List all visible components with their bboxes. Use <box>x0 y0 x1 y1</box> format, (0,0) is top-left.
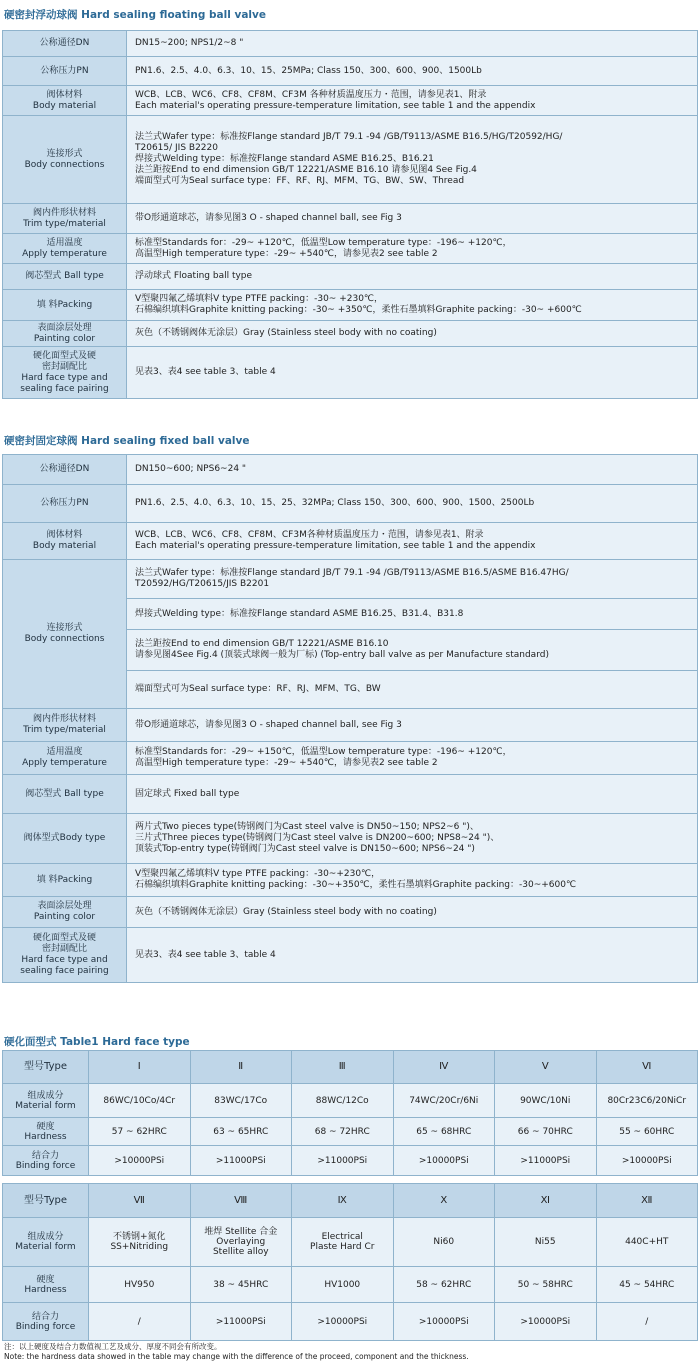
material-cell <box>190 1218 292 1267</box>
text-line: 74WC/20Cr/6Ni <box>409 1095 479 1106</box>
text-line: Ni60 <box>433 1237 455 1247</box>
spec-label <box>3 864 127 897</box>
hardness-cell: 45 ~ 54HRC <box>596 1267 698 1303</box>
binding-row <box>3 1146 698 1176</box>
binding-cell: >10000PSi <box>393 1303 495 1341</box>
text-line: 型号Type <box>24 1061 67 1072</box>
text-line: 标准型Standards for：-29~ +150℃，低温型Low temperature type：-196~ +120℃， <box>135 747 512 757</box>
type-cell: Ⅰ <box>89 1051 191 1084</box>
spec-label <box>3 814 127 864</box>
spec-value <box>127 264 698 290</box>
type-cell: Ⅺ <box>495 1184 597 1218</box>
type-cell: Ⅷ <box>190 1184 292 1218</box>
spec-label <box>3 775 127 814</box>
text-line: 硬化面型式及硬 <box>32 933 96 943</box>
connection-value <box>127 599 698 630</box>
spec-label <box>3 897 127 928</box>
type-cell: Ⅳ <box>393 1051 495 1084</box>
text-line: 阀体材料 <box>46 530 83 540</box>
spec-row <box>3 204 698 234</box>
row-label <box>3 1267 89 1303</box>
spec-label <box>3 204 127 234</box>
text-line: 填 料Packing <box>36 299 93 310</box>
text-line: Apply temperature <box>22 248 107 259</box>
hardness-cell: HV950 <box>89 1267 191 1303</box>
text-line: WCB、LCB、WC6、CF8、CF8M、CF3M各种材质温度压力・范围，请参见表1、附录 <box>135 530 484 540</box>
type-cell: Ⅵ <box>596 1051 698 1084</box>
text-line: 连接形式 <box>46 623 83 633</box>
text-line: 硬度 <box>36 1274 55 1285</box>
material-cell <box>596 1084 698 1118</box>
spec-value <box>127 86 698 116</box>
text-line: 三片式Three pieces type(铸钢阀门为Cast steel valve is DN200~600; NPS8~24 ")、 <box>135 833 500 843</box>
text-line: 端面型式可为Seal surface type：RF、RJ、MFM、TG、BW <box>135 684 381 694</box>
type-cell: Ⅸ <box>292 1184 394 1218</box>
floating-spec-body <box>3 31 698 399</box>
text-line: 440C+HT <box>625 1237 669 1247</box>
spec-value <box>127 57 698 86</box>
row-label <box>3 1146 89 1176</box>
binding-cell: >10000PSi <box>495 1303 597 1341</box>
spec-row <box>3 264 698 290</box>
text-line: 硬化面型式及硬 <box>32 350 96 361</box>
text-line: Binding force <box>15 1321 76 1332</box>
connections-label <box>3 560 127 709</box>
hardness-row <box>3 1267 698 1303</box>
text-line: Body material <box>32 541 97 551</box>
text-line: 密封副配比 <box>41 361 87 372</box>
binding-cell: >10000PSi <box>292 1303 394 1341</box>
fixed-spec-body <box>3 455 698 983</box>
text-line: 两片式Two pieces type(铸钢阀门为Cast steel valve is DN50~150; NPS2~6 ")、 <box>135 822 479 832</box>
spec-row <box>3 864 698 897</box>
spec-label <box>3 116 127 204</box>
text-line: 88WC/12Co <box>315 1095 369 1106</box>
type-cell: Ⅻ <box>596 1184 698 1218</box>
spec-value <box>127 204 698 234</box>
spec-row <box>3 742 698 775</box>
text-line: 见表3、表4 see table 3、table 4 <box>135 949 276 960</box>
text-line: 浮动球式 Floating ball type <box>135 271 253 281</box>
spec-label <box>3 455 127 485</box>
hardness-cell: 58 ~ 62HRC <box>393 1267 495 1303</box>
text-line: 硬度 <box>36 1121 55 1132</box>
spec-row <box>3 290 698 321</box>
text-line: 端面型式可为Seal surface type：FF、RF、RJ、MFM、TG、BW、SW、Thread <box>135 176 465 186</box>
type-cell: Ⅶ <box>89 1184 191 1218</box>
spec-value <box>127 742 698 775</box>
hard-face-body-1 <box>3 1051 698 1176</box>
spec-label <box>3 321 127 347</box>
spec-row <box>3 814 698 864</box>
text-line: 带O形通道球芯，请参见图3 O - shaped channel ball, see Fig 3 <box>135 719 402 730</box>
text-line: 高温型High temperature type：-29~ +540℃，请参见表2 see table 2 <box>135 758 438 768</box>
hard-face-table-2 <box>2 1183 698 1341</box>
spec-row <box>3 775 698 814</box>
material-cell <box>89 1218 191 1267</box>
binding-cell: >11000PSi <box>292 1146 394 1176</box>
text-line: Body material <box>32 100 97 111</box>
text-line: SS+Nitriding <box>110 1242 169 1252</box>
text-line: 阀内件形状材料 <box>32 714 96 724</box>
text-line: Each material's operating pressure-temperature limitation, see table 1 and the appendix <box>135 541 536 551</box>
type-row <box>3 1184 698 1218</box>
material-cell <box>190 1084 292 1118</box>
spec-label <box>3 742 127 775</box>
binding-cell: >11000PSi <box>495 1146 597 1176</box>
text-line: Hard face type and <box>21 372 108 383</box>
text-line: 结合力 <box>31 1311 59 1322</box>
text-line: 阀芯型式 Ball type <box>25 788 104 799</box>
binding-cell: >11000PSi <box>190 1303 292 1341</box>
material-cell <box>393 1084 495 1118</box>
text-line: 固定球式 Fixed ball type <box>135 788 240 799</box>
text-line: 石棉编织填料Graphite knitting packing：-30~ +350℃，柔性石墨填料Graphite packing：-30~ +600℃ <box>135 305 582 315</box>
spec-value <box>127 775 698 814</box>
spec-row <box>3 234 698 264</box>
spec-value <box>127 709 698 742</box>
spec-row <box>3 116 698 204</box>
text-line: T20592/HG/T20615/JIS B2201 <box>135 579 270 589</box>
hardness-cell: 38 ~ 45HRC <box>190 1267 292 1303</box>
row-label <box>3 1218 89 1267</box>
type-cell: Ⅹ <box>393 1184 495 1218</box>
text-line: 阀芯型式 Ball type <box>25 271 104 281</box>
spec-value <box>127 347 698 399</box>
spec-value <box>127 234 698 264</box>
binding-row <box>3 1303 698 1341</box>
text-line: 带O形通道球芯，请参见图3 O - shaped channel ball, see Fig 3 <box>135 213 402 223</box>
text-line: 阀体材料 <box>46 89 83 100</box>
text-line: Body connections <box>24 634 105 644</box>
spec-label <box>3 234 127 264</box>
text-line: Painting color <box>33 912 96 922</box>
spec-label <box>3 86 127 116</box>
hardness-cell: 65 ~ 68HRC <box>393 1118 495 1146</box>
text-line: 80Cr23C6/20NiCr <box>607 1095 687 1106</box>
text-line: DN15~200; NPS1/2~8 " <box>135 38 244 48</box>
text-line: 型号Type <box>24 1194 67 1206</box>
text-line: 阀体型式Body type <box>23 833 106 843</box>
text-line: 焊接式Welding type：标准按Flange standard ASME B16.25、B16.21 <box>135 154 434 164</box>
text-line: 高温型High temperature type：-29~ +540℃，请参见表2 see table 2 <box>135 248 438 259</box>
spec-row <box>3 897 698 928</box>
text-line: Body connections <box>24 159 105 170</box>
spec-label <box>3 928 127 983</box>
text-line: 不锈钢+氮化 <box>112 1232 166 1242</box>
material-row <box>3 1084 698 1118</box>
hard-face-table-1 <box>2 1050 698 1176</box>
spec-value <box>127 321 698 347</box>
connection-value <box>127 671 698 709</box>
text-line: 83WC/17Co <box>214 1095 268 1106</box>
text-line: 堆焊 Stellite 合金 <box>204 1227 278 1237</box>
text-line: 86WC/10Co/4Cr <box>103 1095 176 1106</box>
spec-value <box>127 814 698 864</box>
text-line: V型聚四氟乙烯填料V type PTFE packing：-30~+230℃， <box>135 869 381 879</box>
text-line: 法兰式Wafer type：标准按Flange standard JB/T 79.1 -94 /GB/T9113/ASME B16.5/HG/T20592/HG/ <box>135 132 563 142</box>
hard-face-body-2 <box>3 1184 698 1341</box>
note-chinese: 注：以上硬度及结合力数值视工艺及成分、厚度不同会有所改变。 <box>4 1342 222 1351</box>
text-line: Ni55 <box>534 1237 556 1247</box>
text-line: 灰色（不锈钢阀体无涂层）Gray (Stainless steel body with no coating) <box>135 906 437 917</box>
text-line: 法兰式Wafer type：标准按Flange standard JB/T 79.1 -94 /GB/T9113/ASME B16.5/ASME B16.47HG/ <box>135 568 569 578</box>
type-cell: Ⅴ <box>495 1051 597 1084</box>
text-line: Material form <box>15 1242 76 1252</box>
connection-value <box>127 630 698 671</box>
spec-label <box>3 290 127 321</box>
text-line: 填 料Packing <box>36 874 93 885</box>
text-line: Hardness <box>24 1131 67 1142</box>
text-line: Binding force <box>15 1160 76 1171</box>
type-cell: Ⅲ <box>292 1051 394 1084</box>
text-line: 表面涂层处理 <box>37 322 92 333</box>
text-line: sealing face pairing <box>20 383 109 394</box>
spec-label <box>3 347 127 399</box>
text-line: 顶装式Top-entry type(铸钢阀门为Cast steel valve is DN150~600; NPS6~24 ") <box>135 844 475 854</box>
spec-value <box>127 31 698 57</box>
text-line: 公称通径DN <box>39 38 90 48</box>
spec-value <box>127 928 698 983</box>
spec-row <box>3 321 698 347</box>
spec-value <box>127 897 698 928</box>
material-cell <box>89 1084 191 1118</box>
spec-label <box>3 57 127 86</box>
spec-value <box>127 864 698 897</box>
hardness-cell: 57 ~ 62HRC <box>89 1118 191 1146</box>
text-line: 密封副配比 <box>41 944 87 954</box>
text-line: 焊接式Welding type：标准按Flange standard ASME B16.25、B31.4、B31.8 <box>135 608 464 619</box>
binding-cell: >11000PSi <box>190 1146 292 1176</box>
type-cell: Ⅱ <box>190 1051 292 1084</box>
text-line: 组成成分 <box>27 1232 64 1242</box>
hardness-cell: 50 ~ 58HRC <box>495 1267 597 1303</box>
text-line: 见表3、表4 see table 3、table 4 <box>135 367 276 377</box>
type-row <box>3 1051 698 1084</box>
binding-cell: / <box>596 1303 698 1341</box>
text-line: Trim type/material <box>23 725 106 735</box>
text-line: Each material's operating pressure-temperature limitation, see table 1 and the appendix <box>135 100 536 111</box>
text-line: Apply temperature <box>22 758 107 768</box>
row-label <box>3 1303 89 1341</box>
text-line: Hardness <box>24 1284 67 1295</box>
row-label <box>3 1084 89 1118</box>
text-line: 法兰距按End to end dimension GB/T 12221/ASME B16.10 请参见图4 See Fig.4 <box>135 165 477 175</box>
material-cell <box>292 1218 394 1267</box>
text-line: 法兰距按End to end dimension GB/T 12221/ASME B16.10 <box>135 639 389 649</box>
material-cell <box>495 1218 597 1267</box>
text-line: 组成成分 <box>27 1090 64 1101</box>
material-cell <box>393 1218 495 1267</box>
material-cell <box>292 1084 394 1118</box>
text-line: 适用温度 <box>46 747 83 757</box>
spec-label <box>3 264 127 290</box>
text-line: 适用温度 <box>46 237 83 248</box>
spec-value <box>127 523 698 560</box>
text-line: WCB、LCB、WC6、CF8、CF8M、CF3M 各种材质温度压力・范围，请参见表1、附录 <box>135 89 487 100</box>
hardness-cell: 63 ~ 65HRC <box>190 1118 292 1146</box>
row-label <box>3 1184 89 1218</box>
text-line: 公称通径DN <box>39 464 90 474</box>
spec-value <box>127 455 698 485</box>
spec-label <box>3 485 127 523</box>
text-line: Plaste Hard Cr <box>310 1242 375 1252</box>
note-english: Note: the hardness data showed in the table may change with the difference of the proceed, component and the thickness. <box>4 1352 469 1361</box>
text-line: V型聚四氟乙烯填料V type PTFE packing：-30~ +230℃， <box>135 294 384 304</box>
spec-label <box>3 523 127 560</box>
spec-row <box>3 709 698 742</box>
spec-row <box>3 523 698 560</box>
text-line: 请参见图4See Fig.4 (顶装式球阀一般为厂标) (Top-entry ball valve as per Manufacture standard) <box>135 650 549 660</box>
material-cell <box>495 1084 597 1118</box>
binding-cell: >10000PSi <box>393 1146 495 1176</box>
text-line: T20615/ JIS B2220 <box>135 143 218 153</box>
hardness-cell: 55 ~ 60HRC <box>596 1118 698 1146</box>
row-label <box>3 1118 89 1146</box>
text-line: Painting color <box>33 333 96 344</box>
text-line: 公称压力PN <box>40 498 89 508</box>
spec-row <box>3 347 698 399</box>
spec-row <box>3 485 698 523</box>
text-line: 公称压力PN <box>40 65 89 76</box>
text-line: DN150~600; NPS6~24 " <box>135 464 247 474</box>
fixed-spec-table <box>2 454 698 983</box>
connection-row <box>3 560 698 599</box>
text-line: Material form <box>15 1100 76 1111</box>
text-line: 连接形式 <box>46 148 83 159</box>
fixed-section-title: 硬密封固定球阀 Hard sealing fixed ball valve <box>4 435 250 447</box>
spec-value <box>127 290 698 321</box>
spec-value <box>127 116 698 204</box>
text-line: 标准型Standards for：-29~ +120℃，低温型Low temperature type：-196~ +120℃， <box>135 237 512 248</box>
hardness-cell: HV1000 <box>292 1267 394 1303</box>
hardness-cell: 66 ~ 70HRC <box>495 1118 597 1146</box>
text-line: Hard face type and <box>21 955 108 965</box>
text-line: 结合力 <box>31 1150 59 1161</box>
text-line: Trim type/material <box>23 218 106 229</box>
spec-label <box>3 31 127 57</box>
text-line: Electrical <box>321 1232 363 1242</box>
binding-cell: >10000PSi <box>89 1146 191 1176</box>
text-line: 灰色（不锈钢阀体无涂层）Gray (Stainless steel body with no coating) <box>135 328 437 338</box>
text-line: 90WC/10Ni <box>520 1095 571 1106</box>
floating-spec-table <box>2 30 698 399</box>
text-line: Overlaying <box>216 1237 266 1247</box>
connection-value <box>127 560 698 599</box>
row-label <box>3 1051 89 1084</box>
spec-label <box>3 709 127 742</box>
spec-value <box>127 485 698 523</box>
floating-section-title: 硬密封浮动球阀 Hard sealing floating ball valve <box>4 9 266 21</box>
spec-row <box>3 928 698 983</box>
hardness-cell: 68 ~ 72HRC <box>292 1118 394 1146</box>
binding-cell: >10000PSi <box>596 1146 698 1176</box>
text-line: 石棉编织填料Graphite knitting packing：-30~+350℃，柔性石墨填料Graphite packing：-30~+600℃ <box>135 880 577 890</box>
text-line: sealing face pairing <box>20 966 109 976</box>
text-line: 表面涂层处理 <box>37 901 92 911</box>
binding-cell: / <box>89 1303 191 1341</box>
spec-row <box>3 57 698 86</box>
spec-row <box>3 455 698 485</box>
material-row <box>3 1218 698 1267</box>
text-line: PN1.6、2.5、4.0、6.3、10、15、25MPa; Class 150、300、600、900、1500Lb <box>135 65 482 76</box>
hardness-row <box>3 1118 698 1146</box>
table1-title: 硬化面型式 Table1 Hard face type <box>4 1036 190 1048</box>
text-line: PN1.6、2.5、4.0、6.3、10、15、25、32MPa; Class 150、300、600、900、1500、2500Lb <box>135 498 535 508</box>
spec-row <box>3 86 698 116</box>
text-line: Stellite alloy <box>212 1247 269 1257</box>
text-line: 阀内件形状材料 <box>32 207 96 218</box>
spec-row <box>3 31 698 57</box>
material-cell <box>596 1218 698 1267</box>
